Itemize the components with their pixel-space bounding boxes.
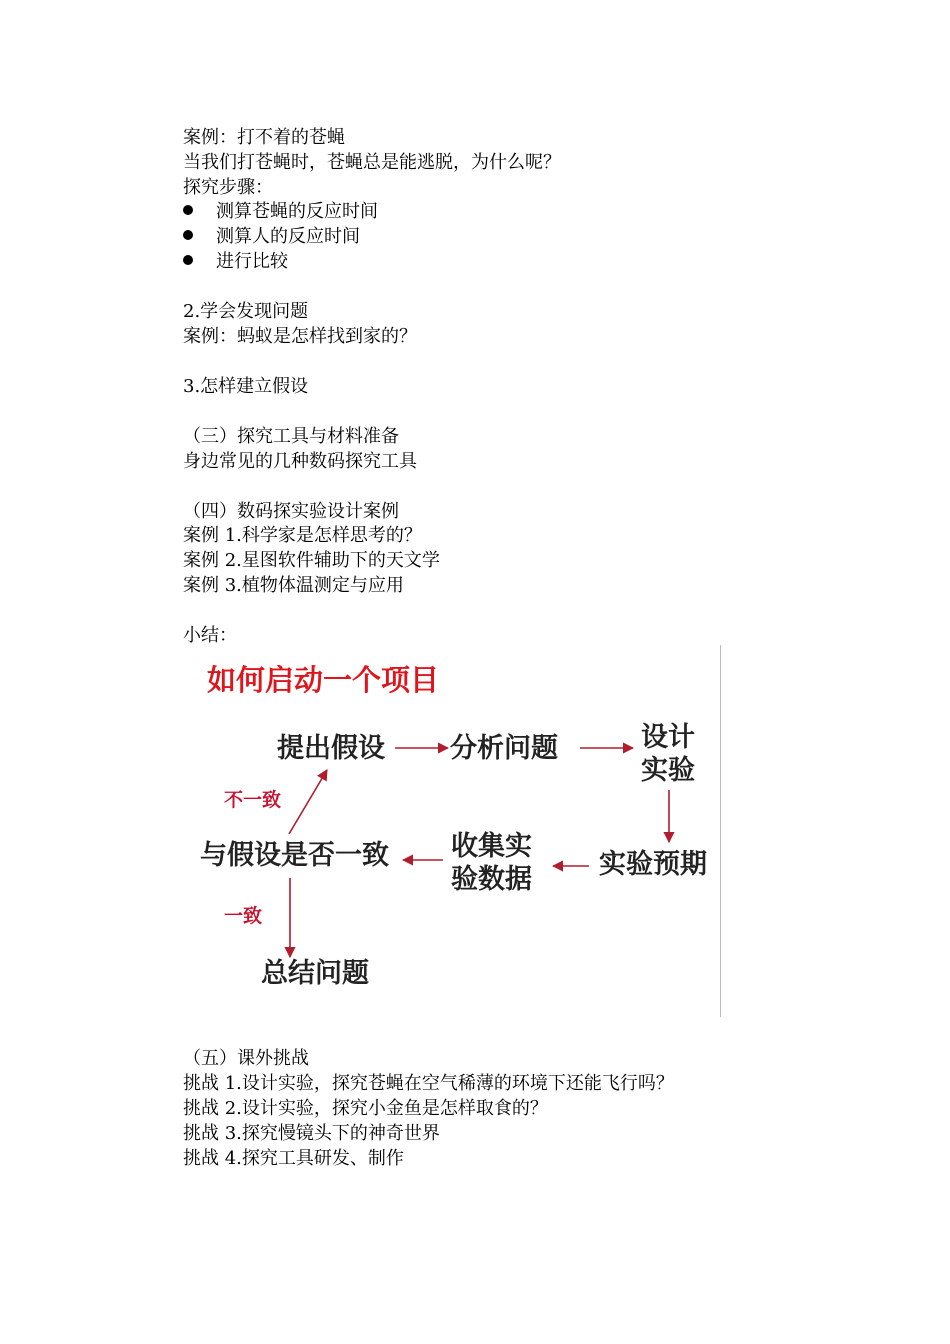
list-item-text: 测算苍蝇的反应时间 xyxy=(216,201,378,222)
node-design-line1: 设计 xyxy=(641,722,695,753)
list-item xyxy=(183,200,378,224)
section2-case: 案例：蚂蚁是怎样找到家的？ xyxy=(183,326,417,347)
challenge-3: 挑战 3.探究慢镜头下的神奇世界 xyxy=(183,1123,440,1144)
node-conclude: 总结问题 xyxy=(261,958,369,989)
node-predict: 实验预期 xyxy=(599,849,707,880)
node-collect-line1: 收集实 xyxy=(451,831,532,862)
section3-title: 3.怎样建立假设 xyxy=(183,376,309,397)
node-analyze: 分析问题 xyxy=(450,733,558,764)
summary-label: 小结： xyxy=(183,625,237,646)
list-item xyxy=(183,225,360,249)
list-item-text: 测算人的反应时间 xyxy=(216,226,360,247)
challenge-1: 挑战 1.设计实验，探究苍蝇在空气稀薄的环境下还能飞行吗？ xyxy=(183,1073,674,1094)
node-consistent-check: 与假设是否一致 xyxy=(200,840,389,871)
case1-title: 案例：打不着的苍蝇 xyxy=(183,127,345,148)
diagram-title: 如何启动一个项目 xyxy=(207,663,440,697)
part3-body: 身边常见的几种数码探究工具 xyxy=(183,451,417,472)
bullet-icon xyxy=(183,205,193,215)
part4-case-3: 案例 3.植物体温测定与应用 xyxy=(183,575,404,596)
list-item xyxy=(183,250,288,274)
node-design-line2: 实验 xyxy=(641,755,695,786)
list-item-text: 进行比较 xyxy=(216,251,288,272)
node-collect-line2: 验数据 xyxy=(451,864,532,895)
part5-title: （五）课外挑战 xyxy=(183,1048,309,1069)
node-hypothesis: 提出假设 xyxy=(277,733,385,764)
bullet-icon xyxy=(183,230,193,240)
part4-title: （四）数码探实验设计案例 xyxy=(183,501,399,522)
steps-title: 探究步骤： xyxy=(183,177,273,198)
bullet-icon xyxy=(183,255,193,265)
part3-title: （三）探究工具与材料准备 xyxy=(183,426,399,447)
section2-title: 2.学会发现问题 xyxy=(183,301,309,322)
label-inconsistent: 不一致 xyxy=(224,789,282,811)
part4-case-1: 案例 1.科学家是怎样思考的？ xyxy=(183,525,422,546)
project-flow-diagram xyxy=(183,645,723,1017)
label-consistent: 一致 xyxy=(224,905,263,927)
part4-case-2: 案例 2.星图软件辅助下的天文学 xyxy=(183,550,440,571)
case1-question: 当我们打苍蝇时，苍蝇总是能逃脱，为什么呢？ xyxy=(183,152,561,173)
challenge-2: 挑战 2.设计实验，探究小金鱼是怎样取食的？ xyxy=(183,1098,548,1119)
challenge-4: 挑战 4.探究工具研发、制作 xyxy=(183,1148,404,1169)
arrow-check-to-hypothesis xyxy=(289,770,327,834)
